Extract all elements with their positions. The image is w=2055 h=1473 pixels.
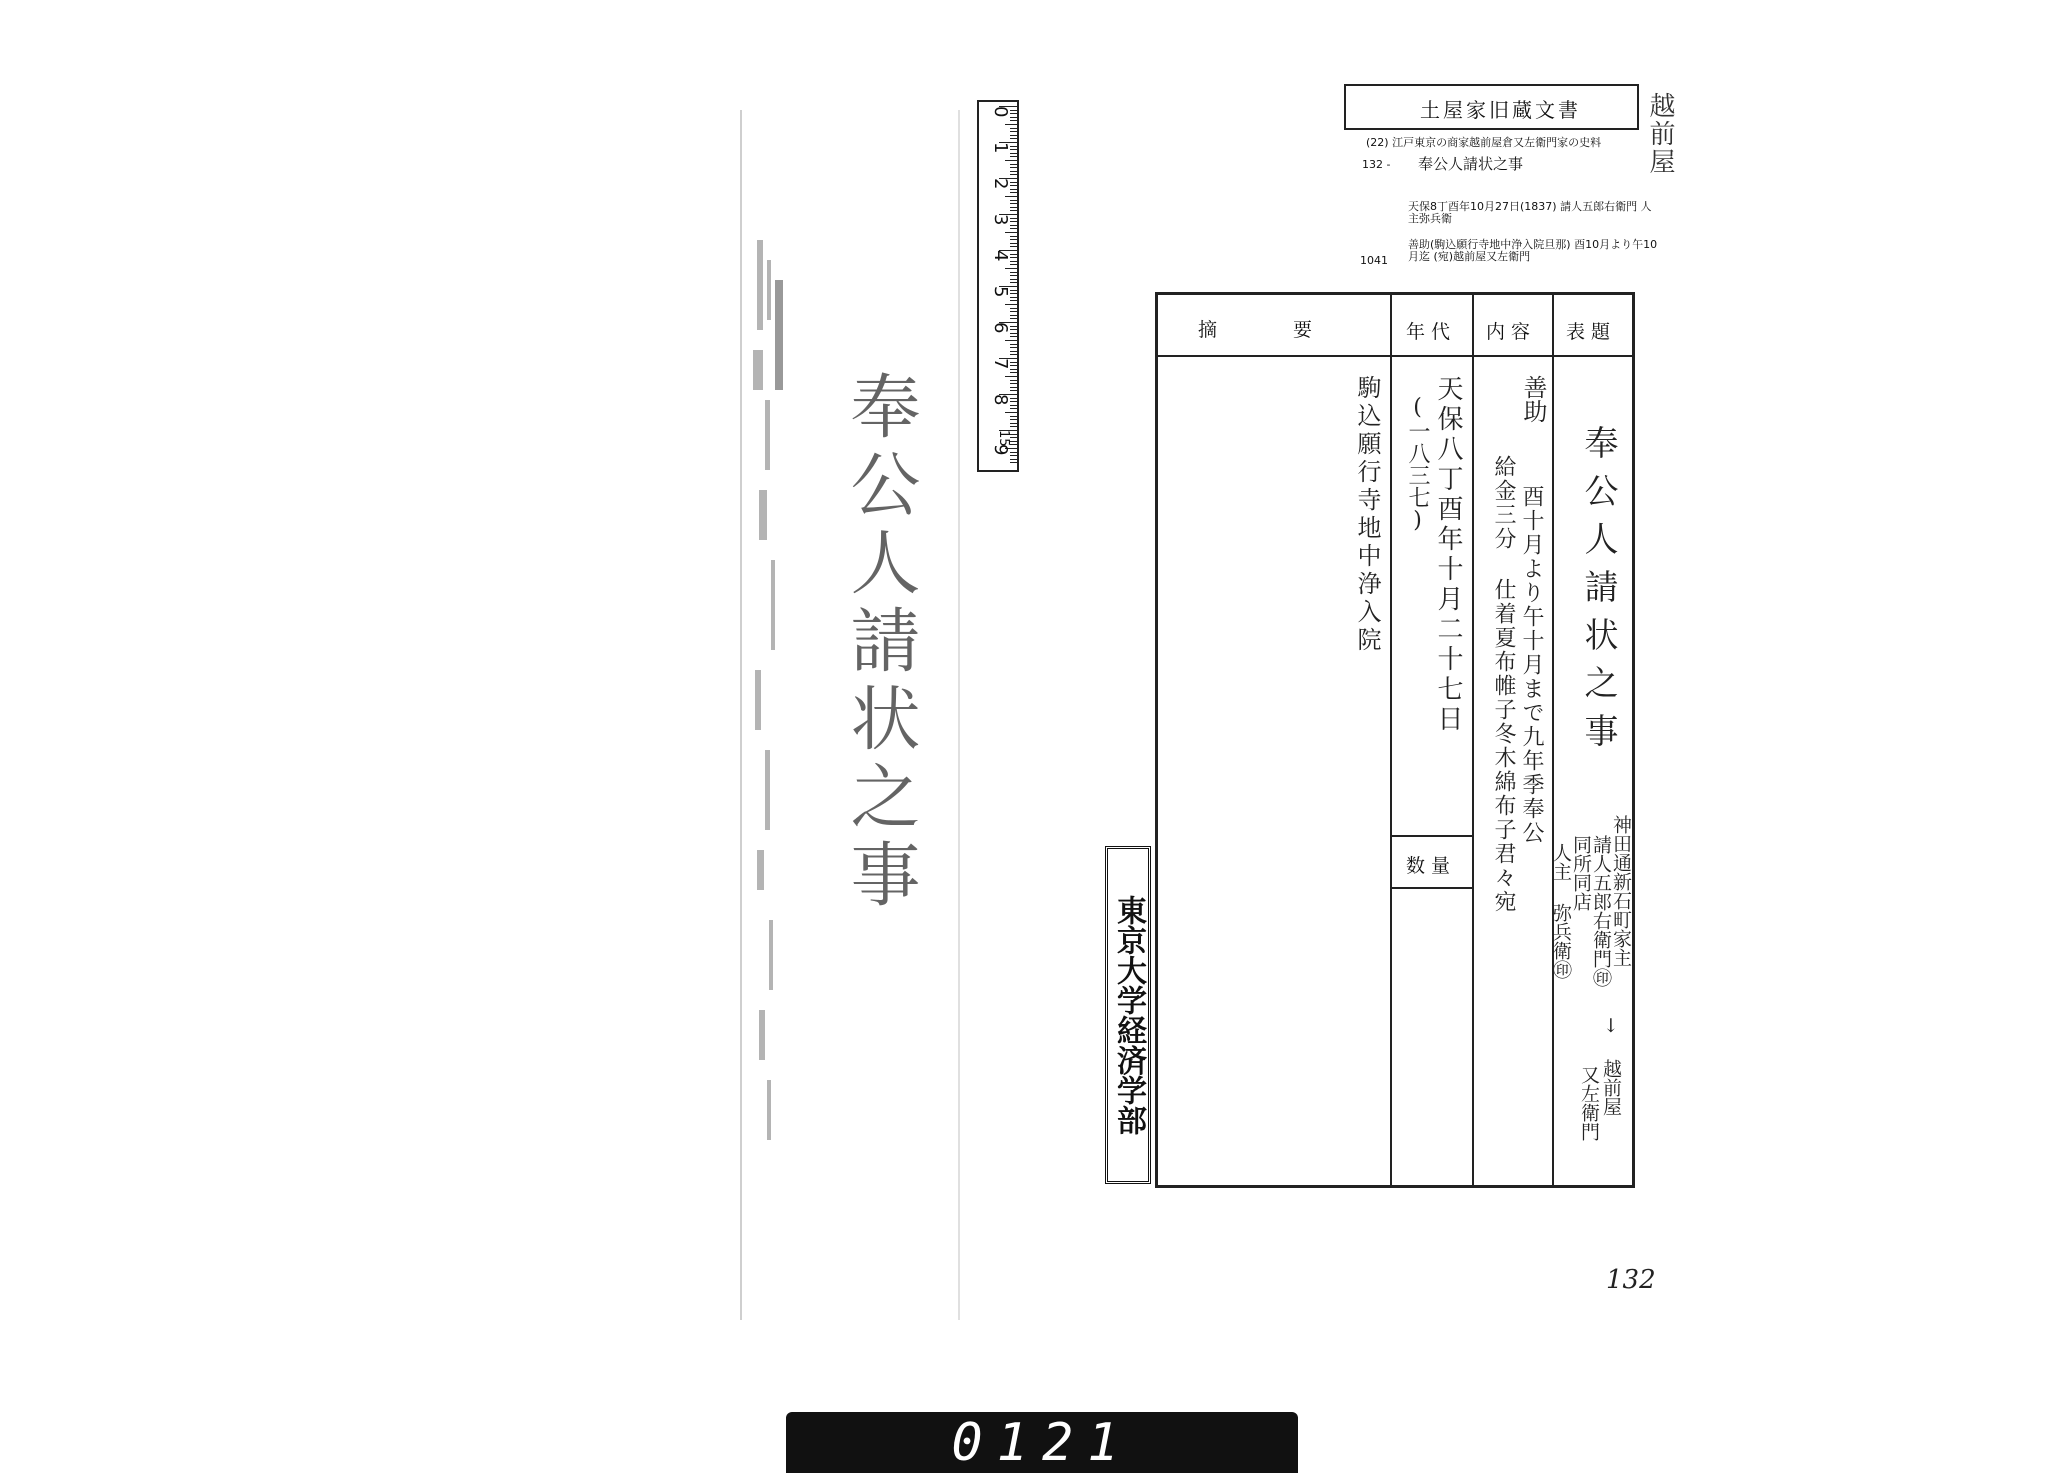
quantity-rule-bottom <box>1390 887 1472 889</box>
card-header-rule <box>1158 355 1632 357</box>
header-rule <box>1344 128 1637 130</box>
ruler-tick <box>1010 401 1017 402</box>
ruler-tick <box>1010 398 1017 399</box>
record-number: 132 - <box>1362 158 1391 171</box>
ruler-tick <box>1010 336 1017 337</box>
ruler-label: 8 <box>990 394 1011 406</box>
ruler-tick <box>1010 200 1017 201</box>
record-card <box>1155 292 1635 1188</box>
ruler-label: 3 <box>990 214 1011 226</box>
ruler-tick <box>1010 128 1017 129</box>
ruler-tick <box>1010 182 1017 183</box>
header-summary: 摘 要 <box>1198 319 1313 341</box>
ruler-tick <box>1010 293 1017 294</box>
ruler-tick <box>1010 264 1017 265</box>
ruler-tick <box>1010 318 1017 319</box>
ruler-tick <box>1010 225 1017 226</box>
ruler-tick <box>1010 444 1017 445</box>
date-western: (一八三七) <box>1405 395 1430 533</box>
ruler-tick <box>1010 185 1017 186</box>
ruler-tick <box>1010 171 1017 172</box>
ruler-tick <box>1010 156 1017 157</box>
university-stamp: 東京大学経済学部 <box>1105 846 1151 1184</box>
ruler-tick <box>1010 311 1017 312</box>
handwritten-tag: 越前屋 <box>1645 92 1675 176</box>
ruler-tick <box>1005 376 1017 377</box>
ruler-tick <box>1010 218 1017 219</box>
addressee-line: 又左衛門 <box>1578 1065 1600 1141</box>
ruler-tick <box>1005 412 1017 413</box>
ruler-tick <box>1010 459 1017 460</box>
side-number: 1041 <box>1360 254 1388 267</box>
ruler-tick <box>1010 272 1017 273</box>
ruler-tick <box>1010 282 1017 283</box>
ruler-tick <box>1010 365 1017 366</box>
ruler-tick <box>1010 153 1017 154</box>
ruler-tick <box>1010 326 1017 327</box>
ruler-tick <box>1005 232 1017 233</box>
scale-ruler <box>977 100 1019 472</box>
ruler-tick <box>1010 135 1017 136</box>
ruler-label: 7 <box>990 358 1011 370</box>
ruler-tick <box>1010 297 1017 298</box>
parties-line: 同所同店 <box>1570 835 1592 911</box>
ruler-tick <box>1010 315 1017 316</box>
ruler-tick <box>1010 228 1017 229</box>
parties-line: 人主 弥兵衛㊞ <box>1550 843 1572 979</box>
header-title: 表 題 <box>1566 321 1611 343</box>
wrapper-handwritten-title: 奉公人請状之事 <box>839 370 921 916</box>
ruler-tick <box>1005 268 1017 269</box>
ruler-label: 1 <box>990 142 1011 154</box>
wrapper-left-edge <box>740 110 742 1320</box>
ruler-tick <box>1010 279 1017 280</box>
ruler-tick <box>1010 423 1017 424</box>
record-title: 奉公人請状之事 <box>1418 155 1524 173</box>
ruler-tick <box>1010 192 1017 193</box>
ruler-tick <box>1010 437 1017 438</box>
ruler-tick <box>1010 236 1017 237</box>
ruler-tick <box>1010 257 1017 258</box>
quantity-rule-top <box>1390 835 1472 837</box>
ruler-tick <box>1010 246 1017 247</box>
ruler-tick <box>1010 254 1017 255</box>
ruler-tick <box>1010 383 1017 384</box>
title-value: 奉公人請状之事 <box>1578 425 1618 761</box>
ruler-tick <box>1010 290 1017 291</box>
ruler-tick <box>1010 362 1017 363</box>
summary-line: 善助(駒込願行寺地中浄入院旦那) 酉10月より午10 <box>1408 238 1658 251</box>
ruler-tick <box>1010 207 1017 208</box>
ruler-tick <box>1010 369 1017 370</box>
ruler-tick <box>1010 210 1017 211</box>
collection-title: 土屋家旧蔵文書 <box>1420 98 1581 122</box>
ruler-tick <box>1010 462 1017 463</box>
ruler-tick <box>1010 390 1017 391</box>
frame-counter: 0121 <box>786 1412 1298 1473</box>
ruler-tick <box>1010 174 1017 175</box>
ruler-tick <box>1010 189 1017 190</box>
parties-line: 神田通新石町家主 <box>1610 815 1632 967</box>
ruler-tick <box>1010 308 1017 309</box>
ruler-tick <box>1010 239 1017 240</box>
ruler-tick <box>1010 131 1017 132</box>
date-value: 天保八丁酉年十月二十七日 <box>1433 375 1463 735</box>
header-quantity: 数 量 <box>1406 855 1451 877</box>
ruler-tick <box>1005 124 1017 125</box>
header-content: 内 容 <box>1486 321 1531 343</box>
ruler-tick <box>1010 149 1017 150</box>
content-line: 給金三分 仕着夏布帷子冬木綿布子君々宛 <box>1491 455 1516 914</box>
ruler-label: 6 <box>990 322 1011 334</box>
ruler-tick <box>1005 160 1017 161</box>
summary-line: 天保8丁酉年10月27日(1837) 請人五郎右衛門 人 <box>1408 200 1652 213</box>
card-divider <box>1390 295 1392 1185</box>
summary-value: 駒込願行寺地中浄入院 <box>1353 375 1381 655</box>
ruler-tick <box>1010 441 1017 442</box>
ruler-tick <box>1005 304 1017 305</box>
ruler-tick <box>1010 243 1017 244</box>
page-number: 132 <box>1606 1265 1656 1295</box>
ruler-tick <box>1010 405 1017 406</box>
ruler-label: 2 <box>990 178 1011 190</box>
ruler-tick <box>1010 333 1017 334</box>
ruler-tick <box>1010 419 1017 420</box>
ruler-tick <box>1010 387 1017 388</box>
ruler-tick <box>1010 203 1017 204</box>
ruler-tick <box>1010 221 1017 222</box>
ruler-label: 4 <box>990 250 1011 262</box>
ruler-tick <box>1010 351 1017 352</box>
ruler-tick <box>1010 329 1017 330</box>
ruler-tick <box>1010 426 1017 427</box>
card-divider <box>1552 295 1554 1185</box>
ruler-tick <box>1005 340 1017 341</box>
ruler-tick <box>1010 452 1017 453</box>
ruler-tick <box>1010 380 1017 381</box>
ruler-tick <box>1010 372 1017 373</box>
ruler-tick <box>1005 196 1017 197</box>
ruler-tick <box>1010 164 1017 165</box>
card-divider <box>1472 295 1474 1185</box>
content-line: 善助 <box>1519 375 1547 423</box>
wrapper-right-edge <box>958 110 960 1320</box>
ruler-tick <box>1010 113 1017 114</box>
ruler-tick <box>1010 354 1017 355</box>
summary-line: 主弥兵衛 <box>1408 212 1452 225</box>
ruler-tick <box>1010 138 1017 139</box>
content-line: 酉十月より午十月まで九年季奉公 <box>1519 485 1544 845</box>
ruler-tick <box>1010 434 1017 435</box>
ruler-tick <box>1010 146 1017 147</box>
ruler-tick <box>1010 167 1017 168</box>
ruler-tick <box>1010 110 1017 111</box>
ruler-tick <box>1010 347 1017 348</box>
ruler-label: 0 <box>990 106 1011 118</box>
ruler-tick <box>1010 455 1017 456</box>
ruler-tick <box>1010 120 1017 121</box>
ruler-tick <box>1010 408 1017 409</box>
addressee-line: ↓ 越前屋 <box>1600 1015 1622 1116</box>
ruler-tick <box>1010 275 1017 276</box>
summary-line: 月迄 (宛)越前屋又左衛門 <box>1408 250 1531 263</box>
ruler-tick <box>1010 416 1017 417</box>
wrapper-faded-writing <box>745 240 795 1240</box>
ruler-tick <box>1010 344 1017 345</box>
ruler-label: 5 <box>990 286 1011 298</box>
ruler-tick <box>1010 117 1017 118</box>
ruler-end-label: 15 <box>996 430 1011 447</box>
ruler-tick <box>1010 300 1017 301</box>
parties-line: 請人五郎右衛門㊞ <box>1590 835 1612 987</box>
ruler-tick <box>1010 261 1017 262</box>
ruler-label: 9 <box>990 444 1011 456</box>
header-date: 年 代 <box>1406 321 1451 343</box>
series-line: (22) 江戸東京の商家越前屋倉又左衛門家の史料 <box>1366 136 1602 149</box>
